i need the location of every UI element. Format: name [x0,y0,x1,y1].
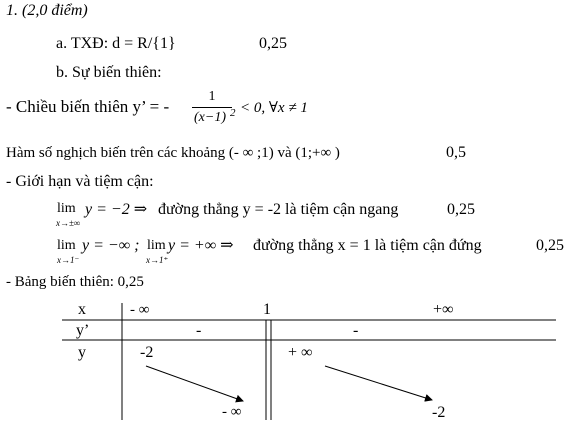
table-heading: - Bảng biến thiên: 0,25 [6,274,144,290]
table-y-left-bottom: - ∞ [222,404,242,420]
section-title: 1. (2,0 điểm) [6,2,88,19]
variation-heading: b. Sự biến thiên: [56,64,162,81]
derivative-numerator: 1 [208,89,216,104]
limit1-expression: y = −2 ⇒ [85,201,148,218]
domain-item: a. TXĐ: d = R/{1} [56,35,176,52]
limit2-score: 0,25 [536,237,564,254]
limit2a-subscript: x→1⁻ [57,255,80,265]
limit2b-lim: lim [147,238,166,253]
limit2a-lim: lim [57,238,76,253]
table-row-yprime-label: y’ [76,322,90,339]
table-row-x-label: x [78,301,86,318]
table-x-one: 1 [263,301,271,318]
table-x-pos-inf: +∞ [433,301,454,318]
domain-score: 0,25 [259,35,287,52]
derivative-power: 2 [230,107,236,119]
limit1-lim: lim [57,201,76,216]
table-y-right-bottom: -2 [432,404,446,421]
limit2b-subscript: x→1⁺ [146,255,169,265]
limit2b-expression: y = +∞ ⇒ [168,237,234,254]
derivative-prefix: - Chiều biến thiên y’ = - [6,97,170,116]
limit1-score: 0,25 [447,201,475,218]
limit1-text: đường thẳng y = -2 là tiệm cận ngang [158,201,399,218]
decreasing-arrow-right [325,366,432,400]
limit2-text: đường thẳng x = 1 là tiệm cận đứng [253,237,482,254]
derivative-denominator: (x−1) [194,110,226,125]
table-yprime-right: - [353,322,359,339]
table-y-left-top: -2 [140,344,154,361]
table-x-neg-inf: - ∞ [130,302,150,318]
derivative-suffix: < 0, ∀x ≠ 1 [240,100,308,116]
limits-heading: - Giới hạn và tiệm cận: [6,173,154,190]
limit2a-expression: y = −∞ ; [82,237,140,254]
decrease-statement: Hàm số nghịch biến trên các khoảng (- ∞ ;1) và (1;+∞ ) [6,145,340,161]
table-y-right-top: + ∞ [288,344,313,361]
decreasing-arrow-left [146,366,243,401]
table-row-y-label: y [78,344,86,361]
table-yprime-left: - [196,322,202,339]
decrease-score: 0,5 [446,144,466,161]
limit1-subscript: x→±∞ [56,218,81,228]
